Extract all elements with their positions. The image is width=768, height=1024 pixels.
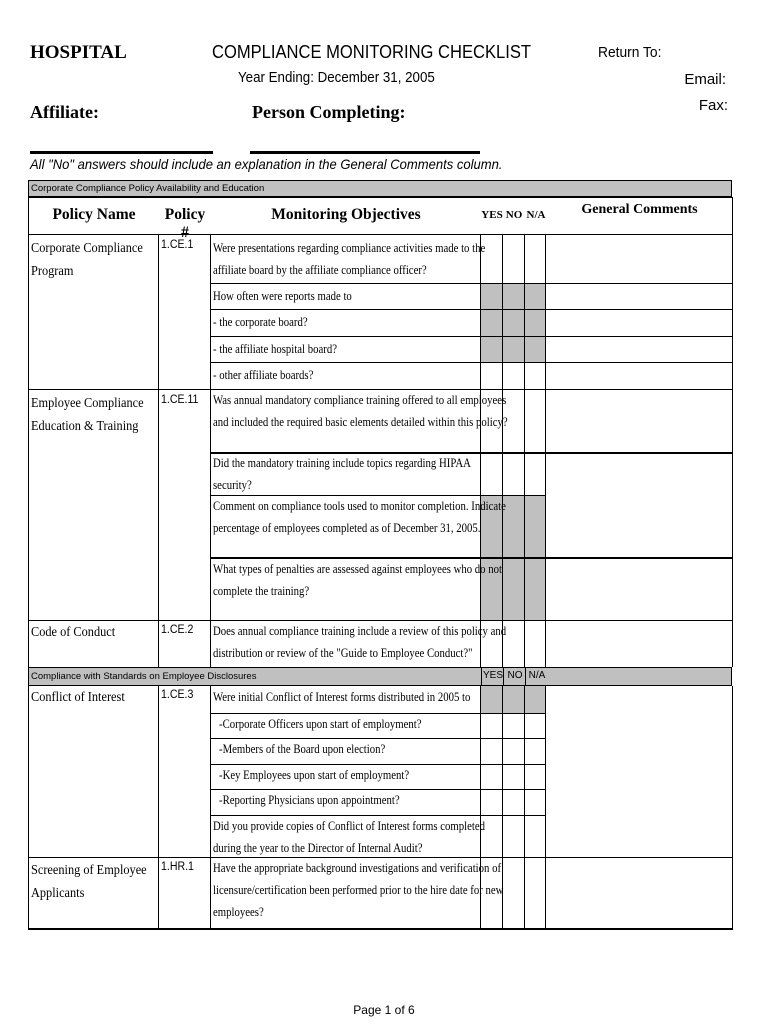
policy-name: Conflict of Interest <box>31 690 125 705</box>
col-yes: YES <box>481 209 503 221</box>
policy-number: 1.CE.11 <box>161 394 199 406</box>
grid-line <box>732 686 733 929</box>
objective-row: Does annual compliance training include a review of this policy and distribution or review of the "Guide to Employee Conduct?" <box>213 624 507 660</box>
grid-line <box>28 235 29 667</box>
grid-line <box>28 928 733 930</box>
objective-row: -Corporate Officers upon start of employment? <box>219 717 422 731</box>
objective-row: - the affiliate hospital board? <box>213 342 337 356</box>
instruction-note: All "No" answers should include an explanation in the General Comments column. <box>30 156 503 172</box>
objective-row: Were initial Conflict of Interest forms distributed in 2005 to <box>213 690 471 704</box>
objective-row: -Reporting Physicians upon appointment? <box>219 793 400 807</box>
col-general-comments: General Comments <box>581 202 698 217</box>
year-ending: Year Ending: December 31, 2005 <box>238 70 435 86</box>
person-completing-label: Person Completing: <box>252 102 406 122</box>
col-no: NO <box>505 209 523 221</box>
band-no: NO <box>503 668 526 685</box>
affiliate-line <box>30 151 213 154</box>
affiliate-label: Affiliate: <box>30 102 99 122</box>
grid-line <box>210 235 211 667</box>
col-policy-name: Policy Name <box>52 206 136 223</box>
objective-row: Have the appropriate background investigations and verification of licensure/certification been performed prior to the hire date for new employees? <box>213 861 504 919</box>
policy-number: 1.CE.3 <box>161 689 194 701</box>
grid-line <box>732 235 733 667</box>
grid-line <box>210 309 733 310</box>
objective-row: - other affiliate boards? <box>213 368 314 382</box>
objective-row: How often were reports made to <box>213 289 352 303</box>
objective-row: Did the mandatory training include topics regarding HIPAA security? <box>213 456 471 492</box>
section-title: Compliance with Standards on Employee Disclosures <box>31 671 257 682</box>
grid-line <box>524 235 525 667</box>
grid-line <box>502 235 503 667</box>
objective-row: Were presentations regarding compliance activities made to the affiliate board by the affiliate compliance officer? <box>213 241 486 277</box>
policy-name: Code of Conduct <box>31 625 116 640</box>
grid-line <box>524 686 525 929</box>
email-label: Email: <box>684 71 726 88</box>
section-band <box>28 180 732 197</box>
hospital-label: HOSPITAL <box>30 42 127 63</box>
policy-name: Corporate Compliance Program <box>31 241 143 279</box>
grid-line <box>545 686 546 929</box>
section-title: Corporate Compliance Policy Availability and Education <box>31 183 265 194</box>
policy-number: 1.HR.1 <box>161 861 194 873</box>
policy-number: 1.CE.1 <box>161 239 194 251</box>
table-header <box>28 197 733 241</box>
col-na: N/A <box>526 209 546 221</box>
policy-number: 1.CE.2 <box>161 624 194 636</box>
person-completing-line <box>250 151 480 154</box>
grid-line <box>158 235 159 667</box>
shaded-cells <box>481 283 545 363</box>
grid-line <box>210 283 733 284</box>
policy-name: Screening of Employee Applicants <box>31 863 147 901</box>
band-yes: YES <box>481 668 504 685</box>
objective-row: Did you provide copies of Conflict of Interest forms completed during the year to the Director of Internal Audit? <box>213 819 485 855</box>
return-to-label: Return To: <box>598 44 662 61</box>
objective-row: What types of penalties are assessed against employees who do not complete the training? <box>213 562 502 598</box>
policy-name: Employee Compliance Education & Training <box>31 396 144 434</box>
objective-row: -Members of the Board upon election? <box>219 742 386 756</box>
page-number: Page 1 of 6 <box>353 1003 415 1017</box>
grid-line <box>210 362 733 363</box>
page-title: COMPLIANCE MONITORING CHECKLIST <box>212 42 531 62</box>
objective-row: - the corporate board? <box>213 315 308 329</box>
grid-line <box>210 336 733 337</box>
grid-line <box>210 686 211 929</box>
band-na: N/A <box>525 668 548 685</box>
shaded-cells <box>481 686 545 714</box>
objective-row: -Key Employees upon start of employment? <box>219 768 410 782</box>
grid-line <box>480 235 481 667</box>
fax-label: Fax: <box>698 97 728 114</box>
grid-line <box>545 235 546 667</box>
objective-row: Was annual mandatory compliance training offered to all employees and included the required basic elements detailed within this policy? <box>213 393 508 429</box>
grid-line <box>28 686 29 929</box>
col-policy-number: Policy # <box>164 206 206 241</box>
col-monitoring-objectives: Monitoring Objectives <box>271 206 421 223</box>
grid-line <box>158 686 159 929</box>
objective-row: Comment on compliance tools used to monitor completion. Indicate percentage of employees completed as of December 31, 2005. <box>213 499 506 535</box>
section-band <box>28 667 732 686</box>
